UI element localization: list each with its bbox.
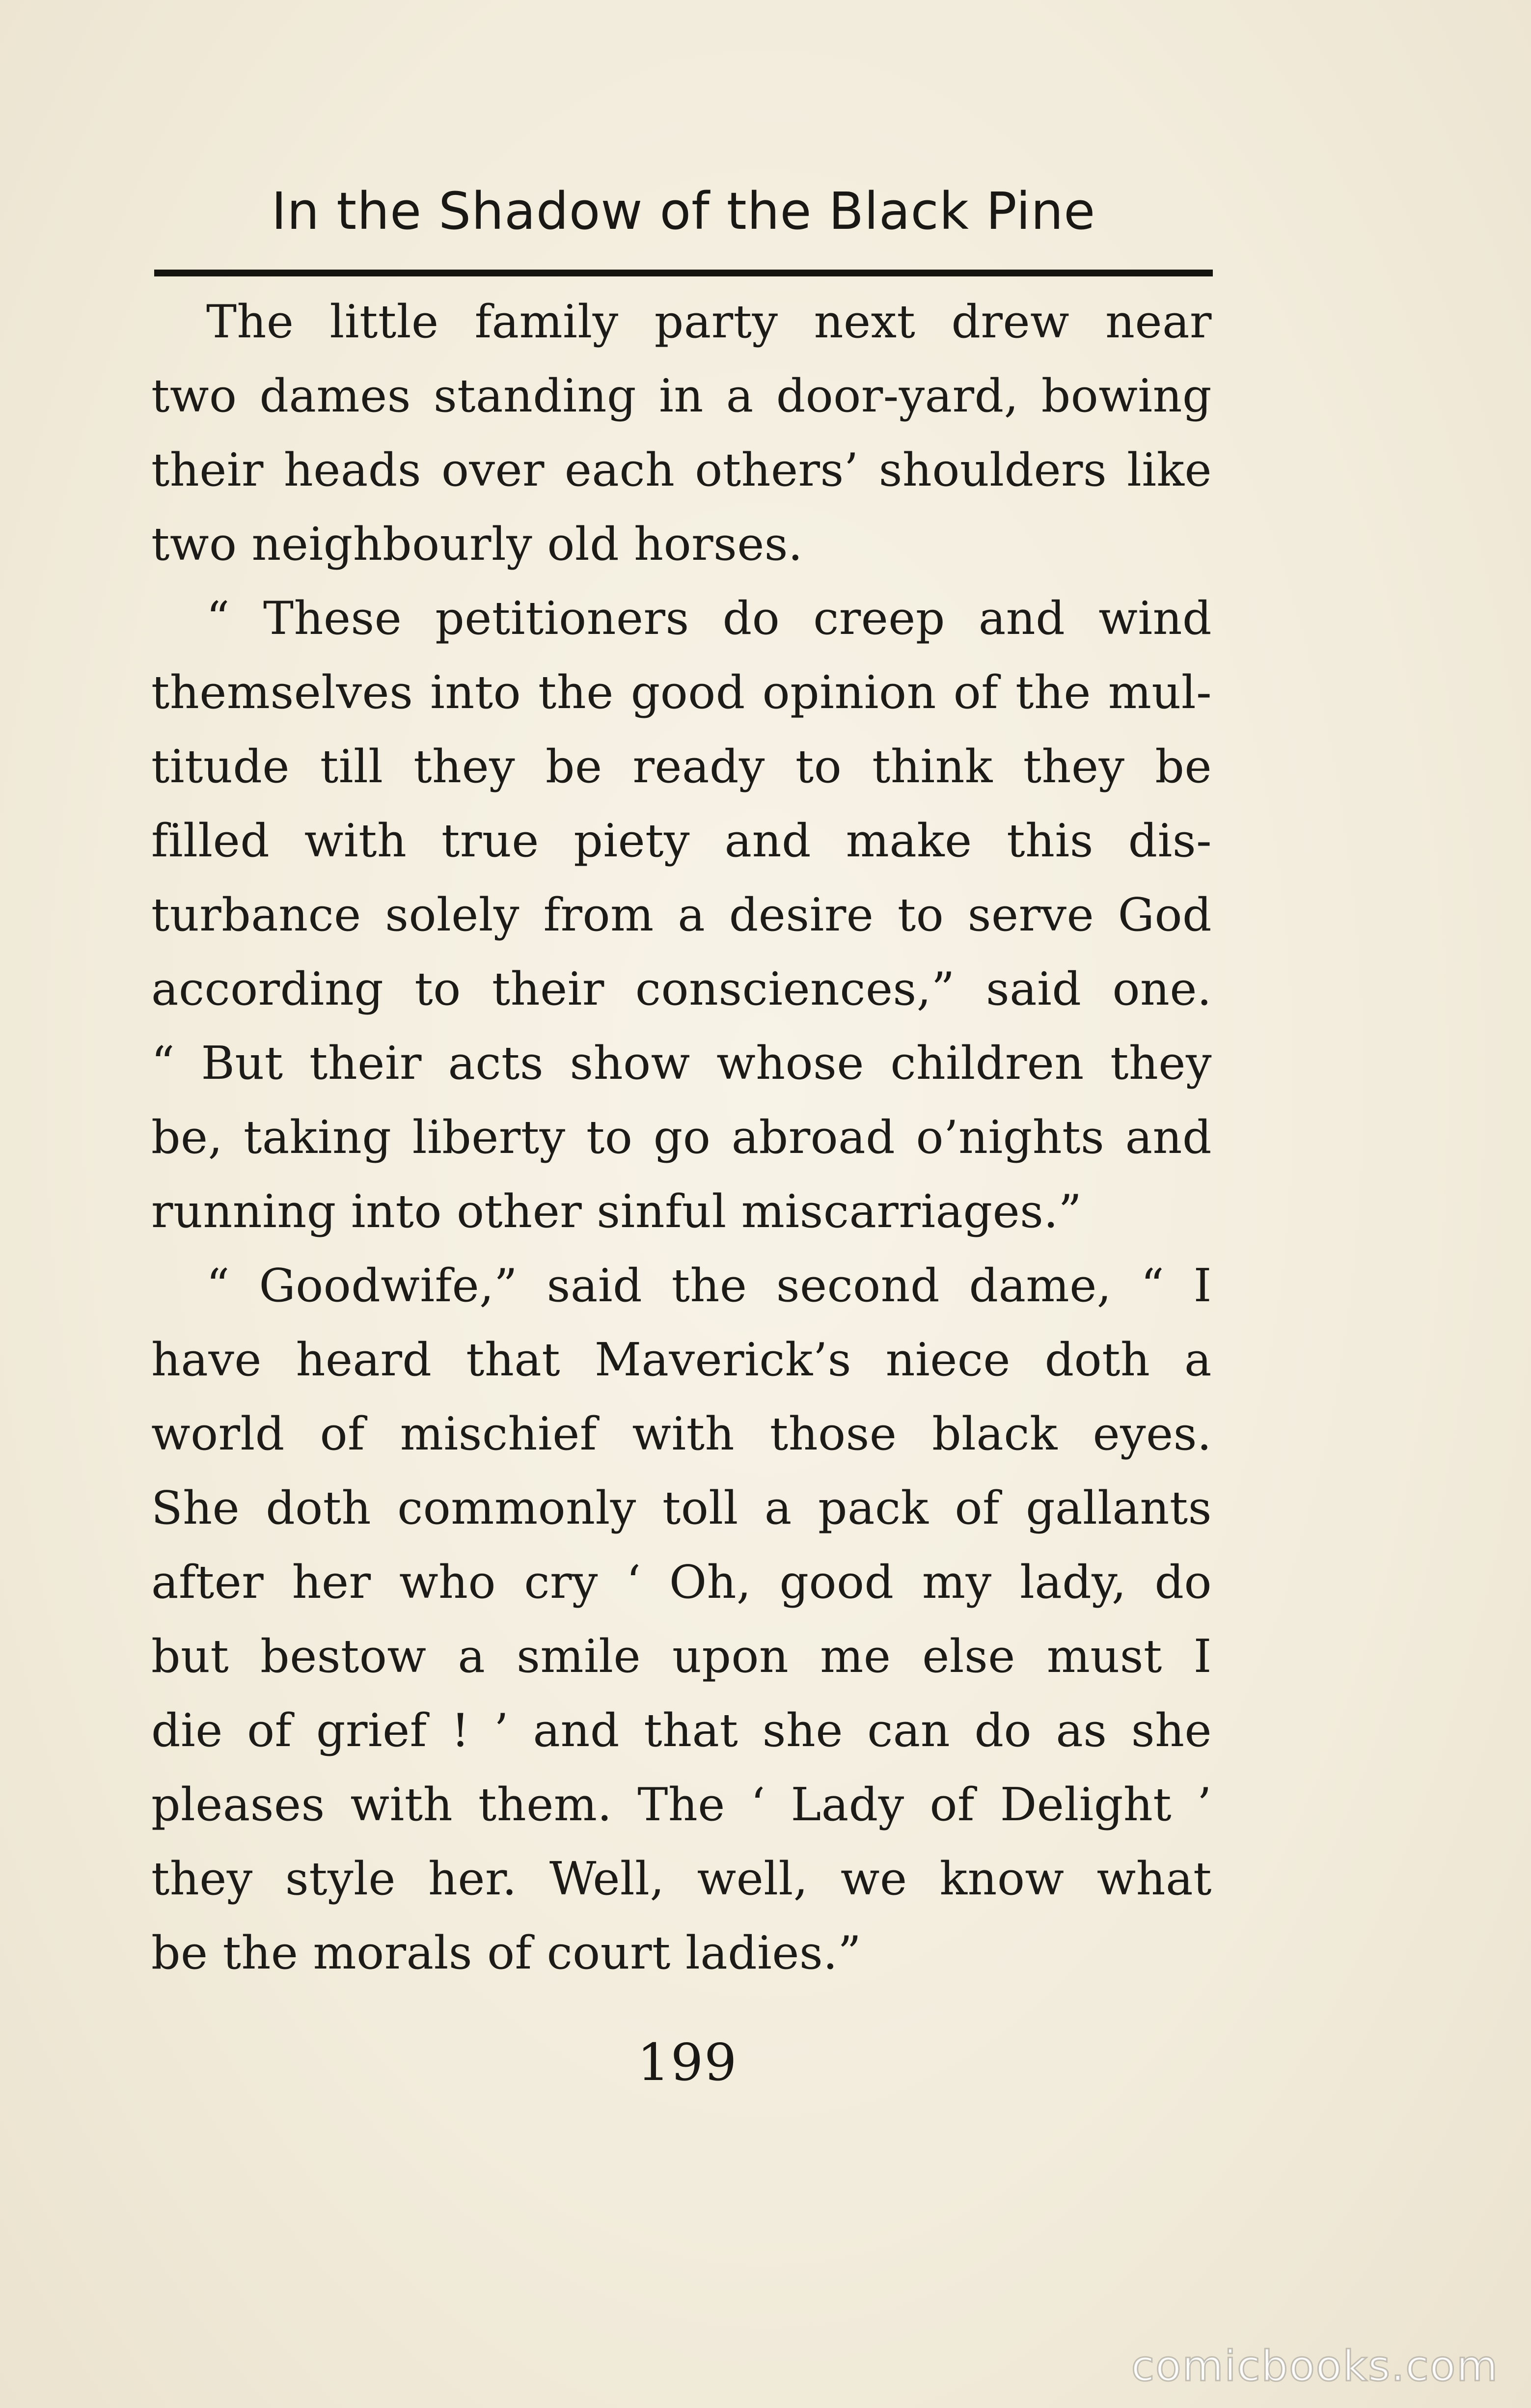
text-line: their heads over each others’ shoulders like [151, 443, 1212, 496]
text-line: they style her. Well, well, we know what [151, 1852, 1212, 1905]
text-line: filled with true piety and make this dis- [151, 814, 1212, 867]
text-line: be, taking liberty to go abroad o’nights and [151, 1111, 1212, 1164]
text-line: after her who cry ‘ Oh, good my lady, do [151, 1556, 1212, 1609]
text-line: She doth commonly toll a pack of gallants [151, 1481, 1212, 1534]
text-line: world of mischief with those black eyes. [151, 1407, 1212, 1460]
page-number: 199 [637, 2032, 738, 2092]
text-line: “ Goodwife,” said the second dame, “ I [206, 1259, 1212, 1312]
text-line: The little family party next drew near [206, 295, 1212, 348]
text-line: but bestow a smile upon me else must I [151, 1630, 1212, 1683]
text-line: pleases with them. The ‘ Lady of Delight ’ [151, 1778, 1212, 1831]
text-line: titude till they be ready to think they be [151, 740, 1212, 793]
text-line: die of grief ! ’ and that she can do as she [151, 1704, 1212, 1757]
text-line: “ But their acts show whose children they [151, 1037, 1212, 1090]
body-text [151, 285, 1212, 2003]
text-line: running into other sinful miscarriages.” [151, 1185, 1082, 1238]
text-line: two neighbourly old horses. [151, 518, 803, 571]
text-line: be the morals of court ladies.” [151, 1926, 862, 1979]
text-line: two dames standing in a door-yard, bowing [151, 369, 1212, 422]
text-line: according to their consciences,” said one. [151, 962, 1212, 1015]
text-line: turbance solely from a desire to serve God [151, 888, 1212, 941]
header-rule [154, 270, 1213, 276]
watermark: comicbooks.com [1131, 2342, 1499, 2391]
text-line: have heard that Maverick’s niece doth a [151, 1333, 1212, 1386]
text-line: “ These petitioners do creep and wind [206, 592, 1212, 645]
running-header: In the Shadow of the Black Pine [271, 181, 1096, 241]
text-line: themselves into the good opinion of the mul- [151, 666, 1212, 719]
